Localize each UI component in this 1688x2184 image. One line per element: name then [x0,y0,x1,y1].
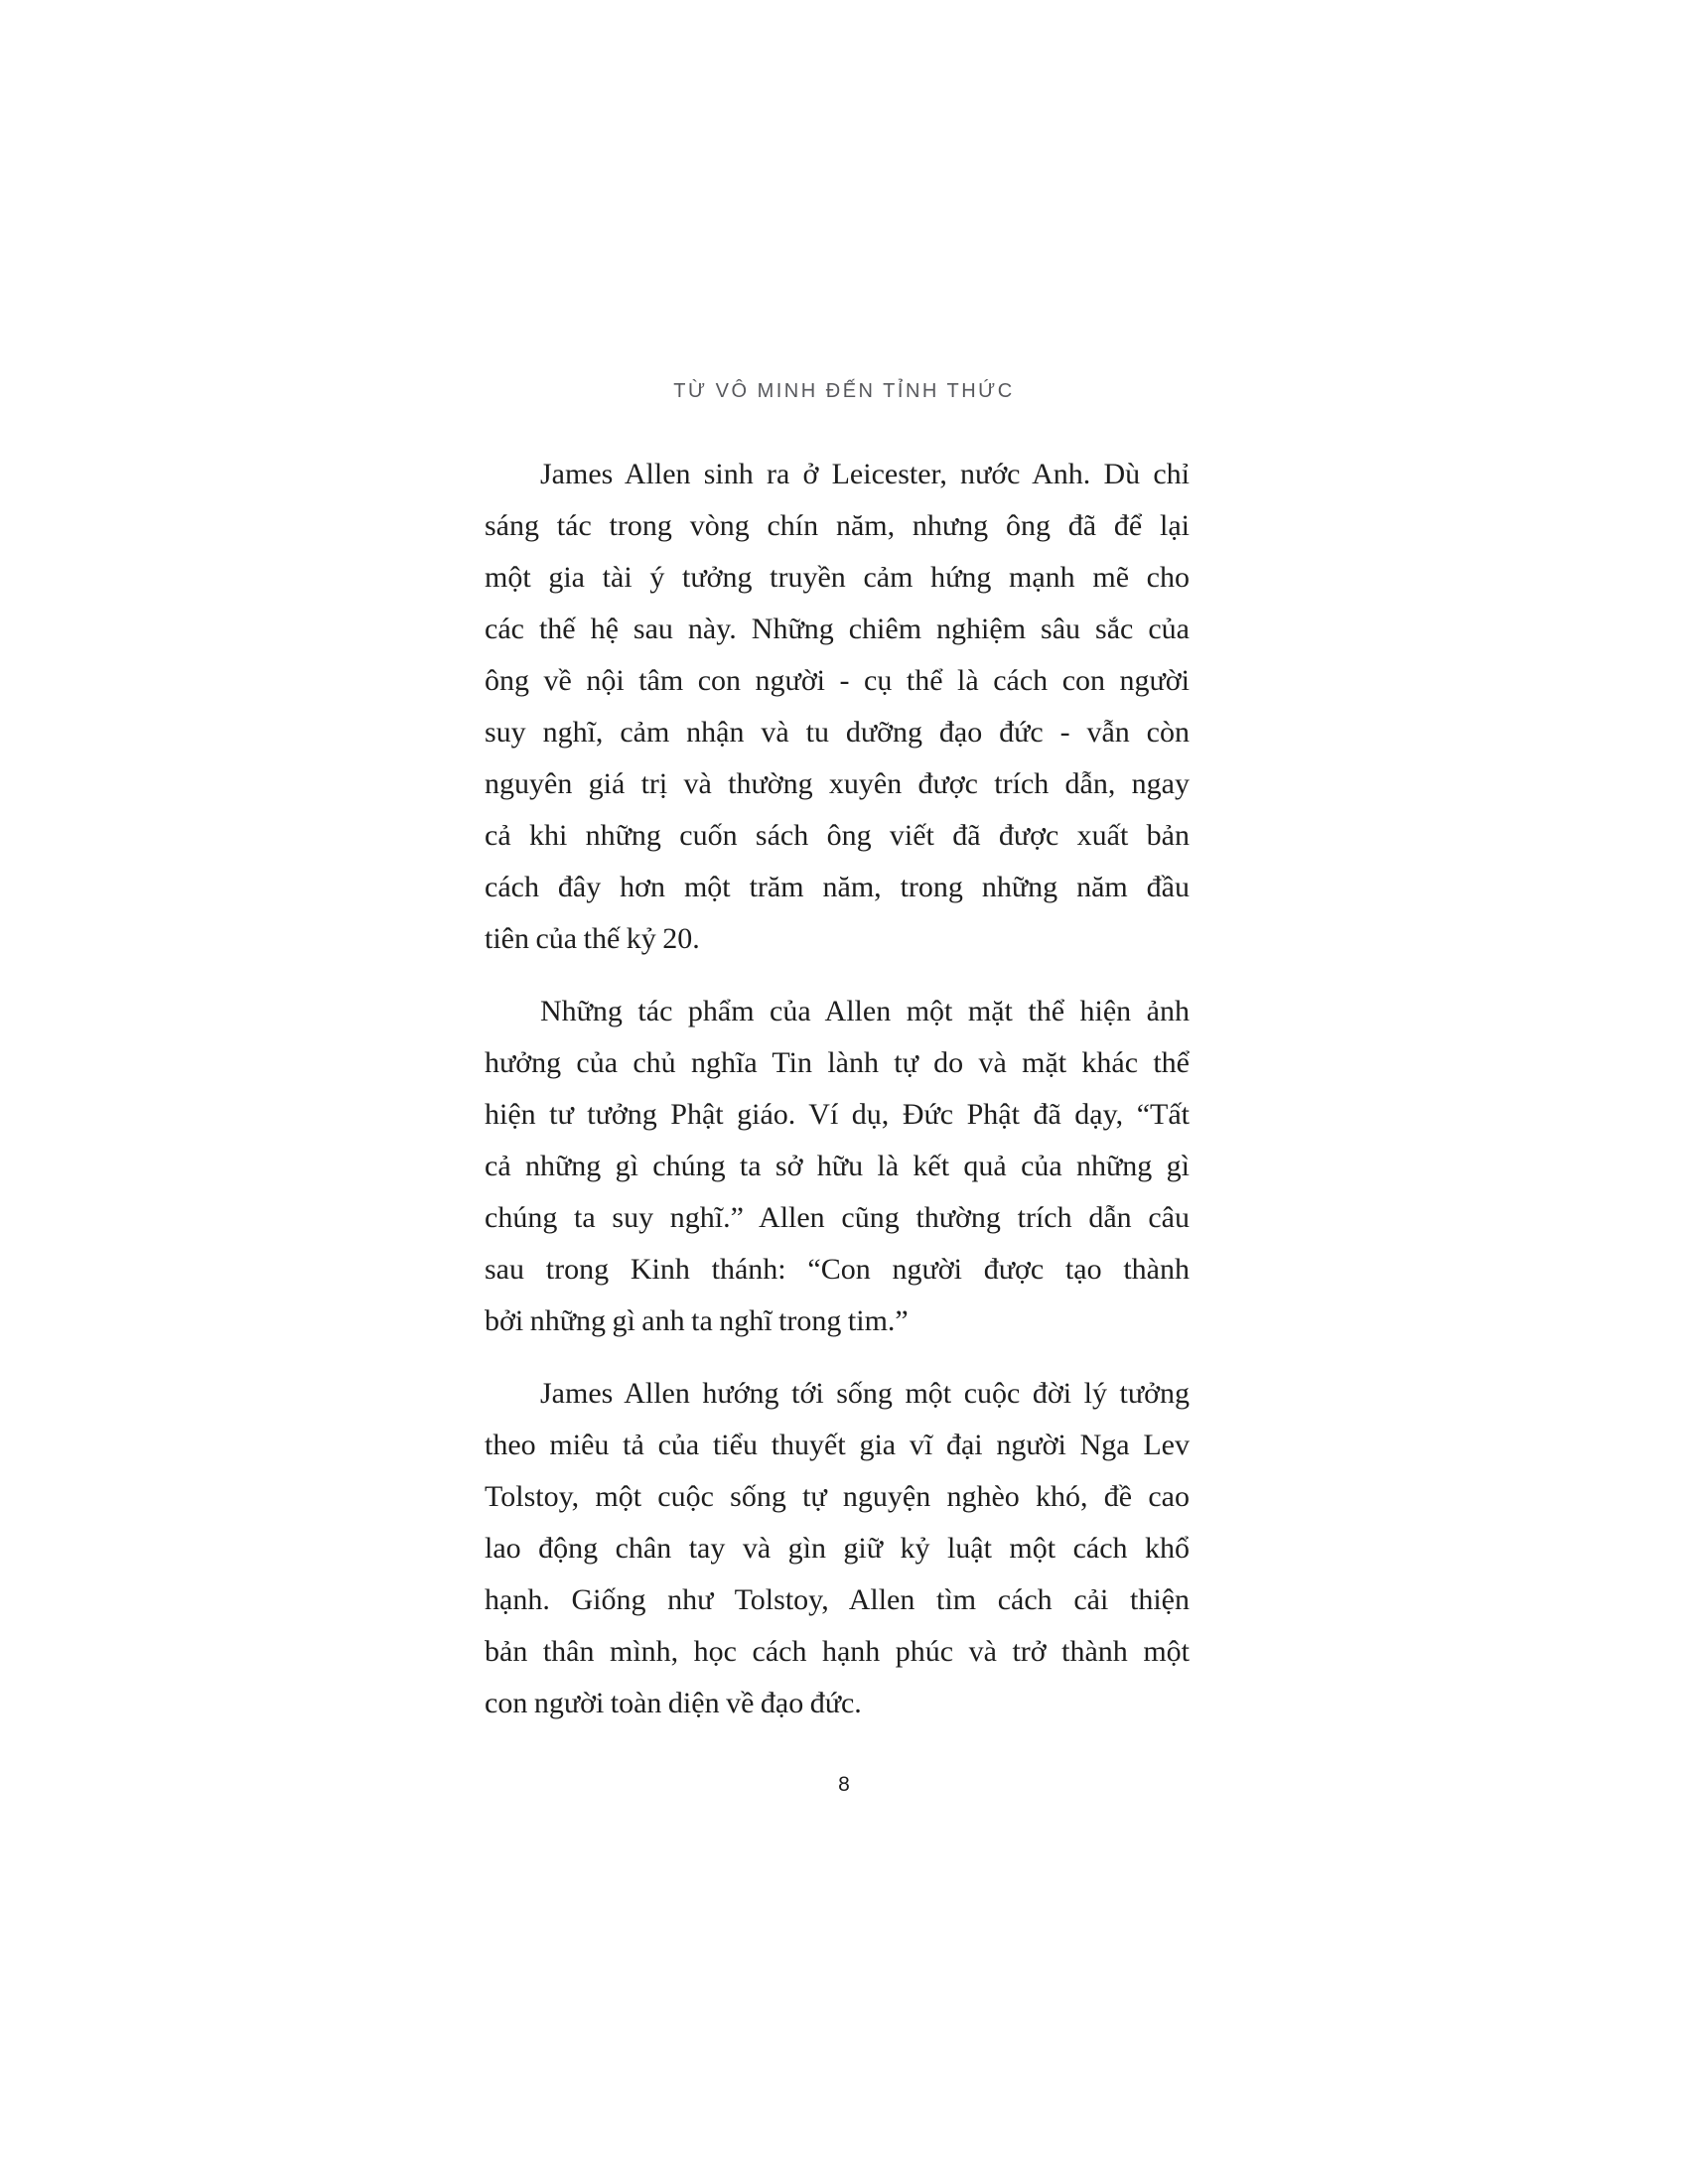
text-line: tiên của thế kỷ 20. [485,922,700,955]
paragraph [485,449,1190,965]
text-line: lao động chân tay và gìn giữ kỷ luật một cách khổ [485,1532,1190,1565]
text-line: chúng ta suy nghĩ.” Allen cũng thường trích dẫn câu [485,1201,1190,1234]
text-line: James Allen hướng tới sống một cuộc đời lý tưởng [540,1377,1190,1410]
text-line: nguyên giá trị và thường xuyên được trích dẫn, ngay [485,767,1190,800]
text-line: cả khi những cuốn sách ông viết đã được xuất bản [485,819,1190,852]
text-block [485,449,1190,1750]
text-line: bởi những gì anh ta nghĩ trong tim.” [485,1304,909,1337]
text-line: hiện tư tưởng Phật giáo. Ví dụ, Đức Phật đã dạy, “Tất [485,1098,1190,1131]
paragraph [485,1368,1190,1729]
text-line: con người toàn diện về đạo đức. [485,1687,862,1719]
running-header: TỪ VÔ MINH ĐẾN TỈNH THỨC [673,380,1015,402]
text-line: một gia tài ý tưởng truyền cảm hứng mạnh mẽ cho [485,561,1190,594]
text-line: James Allen sinh ra ở Leicester, nước Anh. Dù chỉ [540,458,1190,490]
text-line: cách đây hơn một trăm năm, trong những năm đầu [485,871,1190,903]
text-line: theo miêu tả của tiểu thuyết gia vĩ đại người Nga Lev [485,1429,1190,1461]
text-line: hạnh. Giống như Tolstoy, Allen tìm cách cải thiện [485,1583,1190,1616]
text-line: sau trong Kinh thánh: “Con người được tạo thành [485,1253,1190,1286]
text-line: suy nghĩ, cảm nhận và tu dưỡng đạo đức - vẫn còn [485,716,1190,749]
paragraph [485,986,1190,1347]
text-line: hưởng của chủ nghĩa Tin lành tự do và mặt khác thể [485,1046,1190,1079]
text-line: ông về nội tâm con người - cụ thể là cách con người [485,664,1190,697]
text-line: sáng tác trong vòng chín năm, nhưng ông đã để lại [485,509,1190,542]
text-line: cả những gì chúng ta sở hữu là kết quả của những gì [485,1150,1190,1182]
page-number: 8 [838,1773,850,1796]
text-line: Những tác phẩm của Allen một mặt thể hiện ảnh [540,995,1190,1027]
text-line: các thế hệ sau này. Những chiêm nghiệm sâu sắc của [485,613,1190,645]
text-line: Tolstoy, một cuộc sống tự nguyện nghèo khó, đề cao [485,1480,1190,1513]
text-line: bản thân mình, học cách hạnh phúc và trở thành một [485,1635,1190,1668]
